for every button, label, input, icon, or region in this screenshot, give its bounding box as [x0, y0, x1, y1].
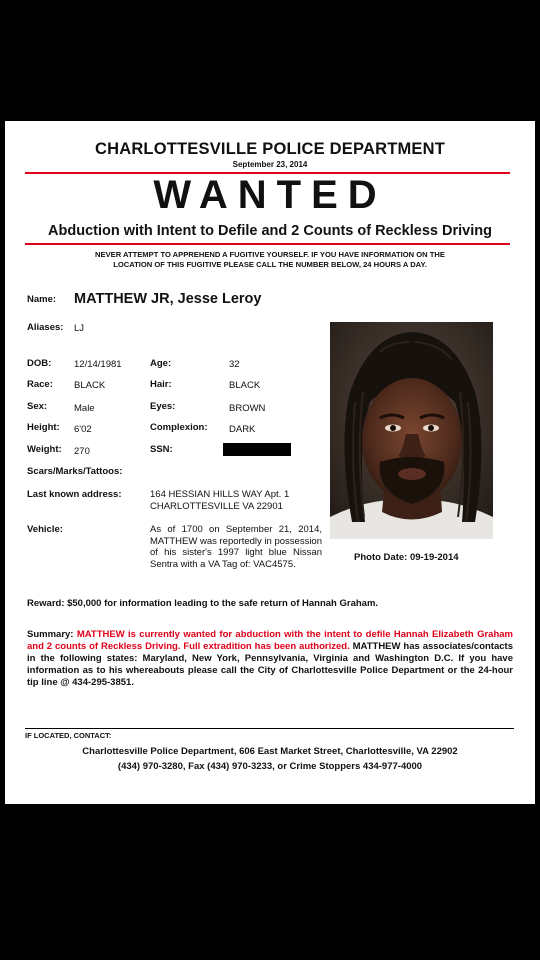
- aliases-label: Aliases:: [27, 322, 64, 333]
- footer-divider: [25, 728, 514, 729]
- height-label: Height:: [27, 422, 60, 433]
- ssn-redaction-bar: [223, 443, 291, 456]
- address-label: Last known address:: [27, 489, 122, 500]
- dob-value: 12/14/1981: [74, 359, 122, 370]
- weight-label: Weight:: [27, 444, 62, 455]
- summary-text: MATTHEW has associates/contacts in the following states: Maryland, New York, Pennsylvania, Virginia and Washington D.C. If you have information as to his whereabouts please call the City of Charlottesville Police Department or the 24-hour tip line @ 434-295-3851.: [27, 641, 513, 688]
- photo-date: Photo Date: 09-19-2014: [354, 552, 459, 563]
- poster-date: September 23, 2014: [232, 160, 308, 169]
- warning-line-2: LOCATION OF THIS FUGITIVE PLEASE CALL THE NUMBER BELOW, 24 HOURS A DAY.: [113, 260, 427, 269]
- contact-label: IF LOCATED, CONTACT:: [25, 731, 112, 740]
- weight-value: 270: [74, 446, 90, 457]
- age-value: 32: [229, 359, 240, 370]
- hair-label: Hair:: [150, 379, 172, 390]
- contact-line-1: Charlottesville Police Department, 606 East Market Street, Charlottesville, VA 22902: [82, 746, 458, 757]
- scars-label: Scars/Marks/Tattoos:: [27, 466, 123, 477]
- sex-label: Sex:: [27, 401, 48, 412]
- height-value: 6'02: [74, 424, 92, 435]
- charge-heading: Abduction with Intent to Defile and 2 Counts of Reckless Driving: [48, 223, 492, 239]
- race-value: BLACK: [74, 380, 106, 391]
- suspect-name: MATTHEW JR, Jesse Leroy: [74, 291, 262, 307]
- address-value: [150, 489, 289, 512]
- eyes-value: BROWN: [229, 403, 266, 414]
- race-label: Race:: [27, 379, 53, 390]
- suspect-photo: [330, 322, 493, 539]
- dob-label: DOB:: [27, 358, 52, 369]
- charge-divider: [25, 243, 510, 245]
- sex-value: Male: [74, 403, 95, 414]
- warning-text: [35, 250, 505, 270]
- complexion-label: Complexion:: [150, 422, 208, 433]
- wanted-heading: WANTED: [153, 173, 387, 217]
- vehicle-label: Vehicle:: [27, 524, 63, 535]
- summary-red-text: MATTHEW is currently wanted for abduction with the intent to defile Hannah Elizabeth Graham and 2 counts of Reckless Driving. Full extradition has been authorized.: [27, 629, 513, 652]
- summary-label: Summary:: [27, 629, 74, 640]
- warning-line-1: NEVER ATTEMPT TO APPREHEND A FUGITIVE YOURSELF. IF YOU HAVE INFORMATION ON THE: [95, 250, 445, 259]
- address-line-1: 164 HESSIAN HILLS WAY Apt. 1: [150, 489, 290, 500]
- reward-text: Reward: $50,000 for information leading to the safe return of Hannah Graham.: [27, 598, 379, 609]
- summary-paragraph: [27, 629, 513, 689]
- eyes-label: Eyes:: [150, 401, 176, 412]
- name-label: Name:: [27, 294, 57, 305]
- age-label: Age:: [150, 358, 172, 369]
- vehicle-description: As of 1700 on September 21, 2014, MATTHEW was reportedly in possession of his sister's 1997 light blue Nissan Sentra with a VA Tag of: VAC4575.: [150, 524, 322, 570]
- address-line-2: CHARLOTTESVILLE VA 22901: [150, 500, 283, 512]
- suspect-photo-illustration: [330, 322, 493, 539]
- department-title: CHARLOTTESVILLE POLICE DEPARTMENT: [94, 140, 446, 158]
- wanted-poster: [5, 121, 535, 804]
- contact-line-2: (434) 970-3280, Fax (434) 970-3233, or Crime Stoppers 434-977-4000: [117, 761, 423, 772]
- ssn-label: SSN:: [150, 444, 173, 455]
- hair-value: BLACK: [229, 380, 261, 391]
- complexion-value: DARK: [229, 424, 256, 435]
- aliases-value: LJ: [74, 323, 85, 334]
